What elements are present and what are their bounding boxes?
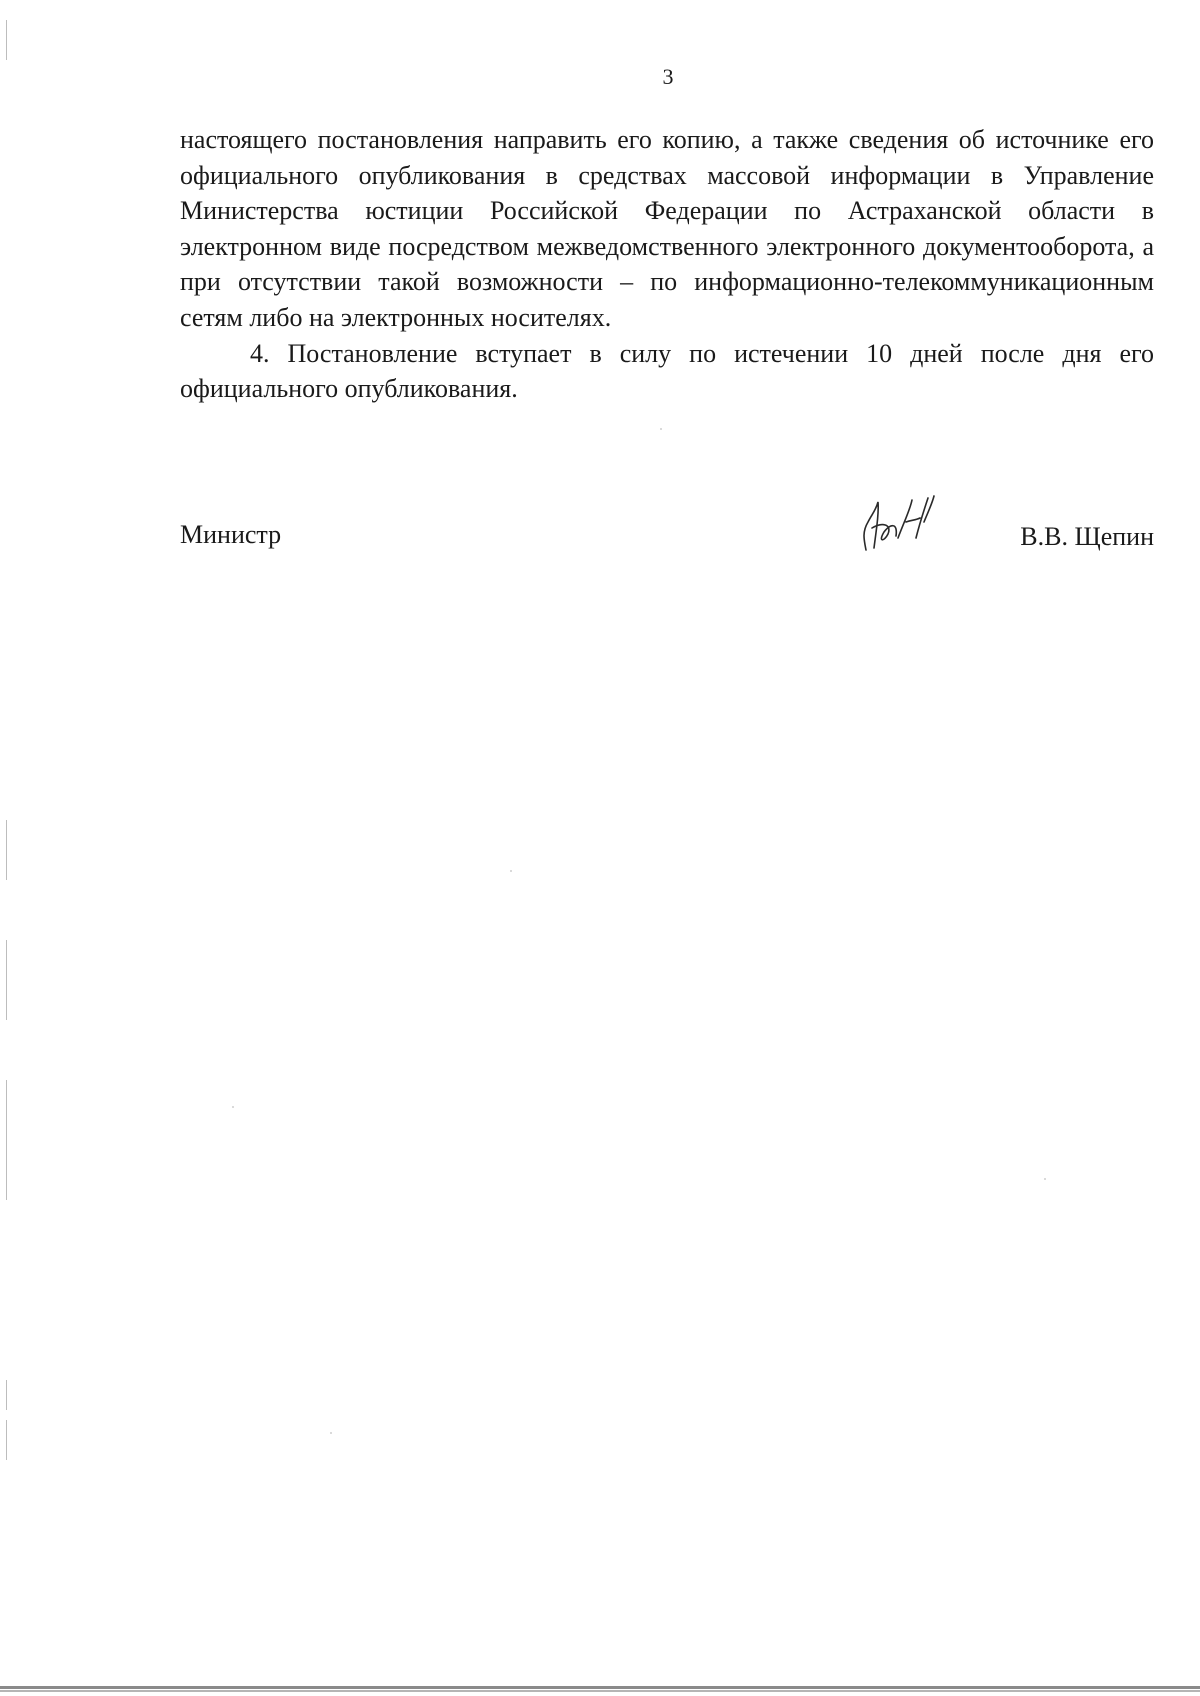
scan-speck (1044, 1178, 1046, 1180)
scan-speck (232, 1106, 234, 1108)
scan-edge-mark (6, 820, 7, 880)
scan-bottom-edge (0, 1686, 1200, 1689)
scan-edge-mark (6, 20, 7, 60)
scan-edge-mark (6, 1420, 7, 1460)
scan-speck (660, 428, 662, 430)
scan-bottom-edge (0, 1690, 1200, 1692)
scan-edge-mark (6, 1080, 7, 1200)
scan-edge-mark (6, 940, 7, 1020)
paragraph-item-4: 4. Постановление вступает в силу по истечении 10 дней после дня его официального опубликования. (180, 338, 1154, 404)
scan-speck (330, 1432, 332, 1434)
scan-edge-mark (6, 1380, 7, 1410)
signatory-name: В.В. Щепин (1020, 522, 1154, 551)
signatory-title: Министр (180, 520, 282, 549)
scan-speck (510, 870, 512, 872)
signature-block (180, 512, 1154, 562)
handwritten-signature (854, 492, 944, 556)
page-number: 3 (662, 64, 674, 89)
paragraph-continuation: настоящего постановления направить его копию, а также сведения об источнике его официального опубликования в средствах массовой информации в Управление Министерства юстиции Российской Федерации по Астраханской области в электронном виде посредством межведомственного электронного документооборота, а при отсутствии такой возможности – по информационно-телекоммуникационным сетям либо на электронных носителях. (180, 125, 1154, 332)
document-body (180, 122, 1154, 407)
